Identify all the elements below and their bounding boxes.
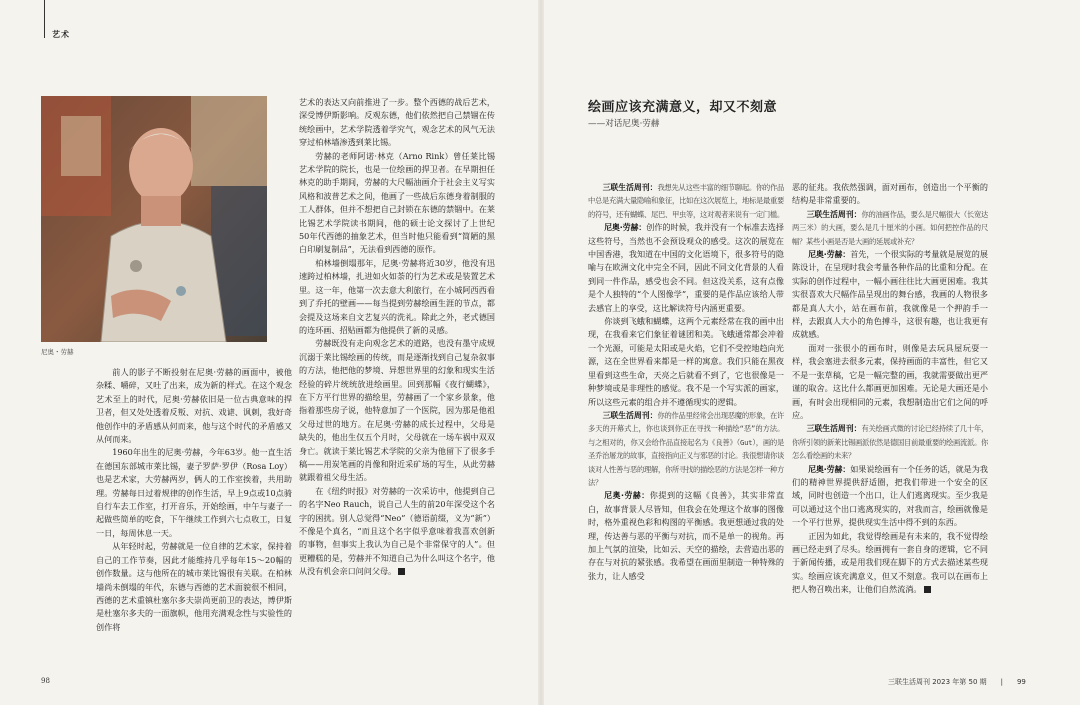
end-mark-icon: [398, 568, 405, 575]
qa-text: 你的作品里经常会出现恶魔的形象，在许多天的开幕式上，你也谈到你正在寻找一种描绘“恶”的方法。与之相对的，你又会给作品直接起名为《良善》（Gut），画的是圣乔治屠龙的故事，直接指向正义与邪恶的讨论。我很想请你谈谈对人性善与恶的理解，你所寻找的描绘恶的方法是怎样一种方法？: [588, 410, 784, 487]
left-column-1: [96, 366, 292, 634]
paragraph: 劳赫既没有走向观念艺术的道路，也没有墨守成规沉溺于莱比锡绘画的传统，而是逐渐找到自己复杂叙事的方法，他把他的梦境、异想世界里的幻象和现实生活经验的碎片统统放进绘画里。回到那幅《夜行蝴蝶》，在下方平行世界的描绘里，劳赫画了一个家乡景象，他指着那些房子说，他特意加了一个医院，因为那是他祖父母过世的地方。在尼奥·劳赫的成长过程中，父母是缺失的，他出生仅五个月时，父母就在一场车祸中双双身亡。就读于莱比锡艺术学院的父亲为他留下了很多手稿——用炭笔画的肖像和附近采矿场的写生，从此劳赫就跟着祖父母生活。: [299, 338, 495, 483]
speaker-label: 尼奥·劳赫：: [604, 223, 647, 233]
qa-paragraph: [792, 248, 988, 342]
qa-text: 你提到的这幅《良善》，其实非常直白，故事背景人尽皆知，但我会在处理这个故事的图像时，格外重视色彩和构图的平衡感。我更想通过我的处理，传达善与恶的平衡与对抗，而不是单一的视角。再加上气氛的渲染，比如云、天空的描绘，去营造出恶的存在与对抗的紧张感。我希望在画面里制造一种特殊的张力，让人感受: [588, 490, 785, 581]
section-label: 艺术: [52, 29, 70, 39]
speaker-label: 三联生活周刊：: [602, 410, 658, 420]
speaker-label: 三联生活周刊：: [806, 209, 862, 219]
qa-paragraph: [588, 221, 784, 315]
section-rule: [44, 0, 45, 38]
qa-paragraph: [792, 342, 988, 422]
paragraph: 柏林墙倒塌那年，尼奥·劳赫将近30岁，他没有迅速跨过柏林墙，扎进如火如荼的行为艺术或是装置艺术里。这一年，他第一次去意大利旅行，在小城阿西西看到了乔托的壁画——每当提到劳赫绘画生涯的节点，都会提及这场来自文艺复兴的洗礼。除此之外，老式德国的连环画、招贴画都为他提供了新的灵感。: [299, 257, 495, 335]
qa-text: 有关绘画式微的讨论已经持续了几十年，你所引领的新莱比锡画派依然是德国目前最重要的绘画流派。你怎么看绘画的未来？: [792, 424, 988, 461]
speaker-label: 尼奥·劳赫：: [808, 250, 851, 260]
interview-title: 绘画应该充满意义，却又不刻意: [588, 100, 778, 115]
qa-text: 正因为如此，我觉得绘画是有未来的，我不觉得绘画已经走到了尽头。绘画拥有一套自身的逻辑，它不同于新闻传播，或是用我们现在脚下的方式去描述某些现实。绘画应该充满意义，但又不刻意。我可以在画布上把人物召唤出来，让他们自然流淌。: [792, 530, 988, 595]
right-column-1: [588, 181, 784, 583]
qa-text: 面对一张很小的画布时，则像是去玩具屋玩耍一样，我会塞进去很多元素，保持画面的丰富性，但它又不是一张草稿，它是一幅完整的画，我就需要做出更严谨的取舍。这比什么都画更加困难。无论是大画还是小画，有时会出现相同的元素，我想制造出它们之间的呼应。: [792, 342, 988, 420]
qa-paragraph: [588, 181, 784, 221]
paragraph: 前人的影子不断投射在尼奥·劳赫的画面中，被他杂糅、嚼碎，又吐了出来，成为新的样式。在这个观念艺术至上的时代，尼奥·劳赫依旧是一位古典意味的捍卫者，但又处处透着反叛、对抗、戏谑、讽刺，我好奇他创作中的矛盾感从何而来，他与这个时代的矛盾感又从何而来。: [96, 367, 292, 445]
paragraph: 艺术的表达又向前推进了一步。整个西德的战后艺术，深受博伊斯影响。反观东德，他们依然把自己禁锢在传统绘画中，艺术学院透着学究气，观念艺术的风气无法穿过柏林墙渗透到莱比锡。: [299, 97, 495, 148]
paragraph: 从年轻时起，劳赫就是一位自律的艺术家，保持着自己的工作节奏，因此才能维持几乎每年15～20幅的创作数量。这与他所在的城市莱比锡很有关联。在柏林墙尚未倒塌的年代，东德与西德的艺术面貌很不相同，西德的艺术重镇杜塞尔多夫崇尚更前卫的表达，博伊斯是杜塞尔多夫的一面旗帜，他用充满观念性与实验性的创作将: [96, 541, 292, 632]
qa-text: 创作的时候，我并没有一个标准去选择这些符号，当然也不会预设观众的感受。这次的展览在中国香港，我知道在中国的文化语境下，很多符号的隐喻与在欧洲文化中完全不同，因此不同文化背景的人看到同一件作品，感受也会不同。但这没关系，这有点像是个人独特的“个人图像学”，重要的是作品应该给人带去感官上的享受，这比解读符号内涵更重要。: [588, 222, 784, 313]
paragraph: 劳赫的老师阿诺·林克（Arno Rink）曾任莱比锡艺术学院的院长，也是一位绘画的捍卫者。在早期担任林克的助手期间，劳赫的大尺幅油画介于社会主义写实风格和波普艺术之间，他画了一些战后东德身着制服的工人群体，但并不想把自己封锁在东德的禁锢中。在莱比锡艺术学院读书期间，他的硕士论文探讨了上世纪50年代西德的抽象艺术，但当时他只能看到“简陋的黑白印刷复制品”，无法看到西德的原作。: [299, 150, 495, 255]
paragraph: [299, 485, 495, 579]
qa-text: 我想先从这些丰富的细节聊起。你的作品中总是充满大量隐喻和象征，比如在这次展览上，地标是最重要的符号，还有蝴蝶、尾巴、甲虫等，这对观者来说有一定门槛。: [588, 183, 784, 219]
qa-paragraph: [792, 463, 988, 530]
qa-text: 恶的征兆。我依然强调，面对画布，创造出一个平衡的结构是非常重要的。: [792, 182, 988, 206]
qa-paragraph: [792, 530, 988, 597]
qa-text: 你谈到飞蛾和蝴蝶，这两个元素经常在我的画中出现，在我看来它们象征着谜团和美。飞蛾通常都会冲着一个光源，可能是太阳或是火焰，它们不受控地趋向光源，这在全世界看来都是一样的寓意。我们只能在黑夜里看到这些生命，天亮之后就看不到了，它也很像是一种梦境或是非理性的感觉。我不是一个写实派的画家，所以这些元素的组合并不遵循现实的逻辑。: [588, 316, 784, 407]
qa-paragraph: [792, 208, 988, 248]
page-footer-right: 三联生活周刊 2023 年第 50 期 | 99: [888, 678, 1026, 686]
speaker-label: 三联生活周刊：: [602, 183, 658, 192]
qa-paragraph: [792, 422, 988, 462]
qa-paragraph: [588, 489, 784, 583]
speaker-label: 尼奥·劳赫：: [604, 491, 650, 501]
speaker-label: 尼奥·劳赫：: [808, 464, 851, 474]
left-column-2: [299, 96, 495, 579]
page-number-left: 98: [41, 677, 50, 685]
qa-paragraph: [588, 409, 784, 489]
interview-subtitle: ——对话尼奥·劳赫: [588, 119, 660, 129]
qa-paragraph: [792, 181, 988, 208]
paragraph-text: 在《纽约时报》对劳赫的一次采访中，他提到自己的名字Neo Rauch，说自己人生的前20年深受这个名字的困扰。别人总觉得“Neo”（德语前缀，义为“新”）不像是个真名，“而且这个名字似乎意味着我喜欢创新的事物，但事实上我认为自己是个非常保守的人”。但更糟糕的是，劳赫并不知道自己为什么叫这个名字，他从没有机会亲口问问父母。: [299, 485, 495, 577]
end-mark-icon: [924, 586, 931, 593]
speaker-label: 三联生活周刊：: [806, 424, 862, 434]
qa-text: 你的油画作品，要么是尺幅很大（长宽达两三米）的大画，要么是几十厘米的小画。如何把控作品的尺幅？某些小画是否是大画的延展或补充？: [792, 209, 988, 246]
qa-text: 如果说绘画有一个任务的话，就是为我们的精神世界提供舒适圈，把我们带进一个安全的区域，同时也创造一个出口，让人们逃离现实。至少我是可以通过这个出口逃离现实的，对我而言，绘画就像是一个平行世界，提供现实生活中得不到的东西。: [792, 463, 988, 528]
qa-paragraph: [588, 315, 784, 409]
artist-portrait-photo: [41, 96, 267, 342]
photo-caption: 尼奥・劳赫: [41, 348, 74, 356]
page-gutter: [538, 0, 544, 705]
paragraph: 1960年出生的尼奥·劳赫，今年63岁。他一直生活在德国东部城市莱比锡，妻子罗萨·罗伊（Rosa Loy）也是艺术家，大劳赫两岁，俩人的工作室挨着，共用助理。劳赫每日过着规律的创作生活，早上9点或10点骑自行车去工作室，打开音乐，开始绘画，中午与妻子一起做些简单的吃食，下午继续工作到六七点收工，日复一日，每周休息一天。: [96, 447, 292, 538]
right-column-2: [792, 181, 988, 597]
qa-text: 首先，一个很实际的考量就是展览的展陈设计，在呈现时我会考量各种作品的比重和分配。在实际的创作过程中，一幅小画往往比大画更困难。我其实很喜欢大尺幅作品呈现出的舞台感，我画的人物很多都是真人大小，站在画布前，我就像是一个押韵手一样，去跟真人大小的角色搏斗，这很有趣，也让我更有成就感。: [792, 249, 988, 340]
